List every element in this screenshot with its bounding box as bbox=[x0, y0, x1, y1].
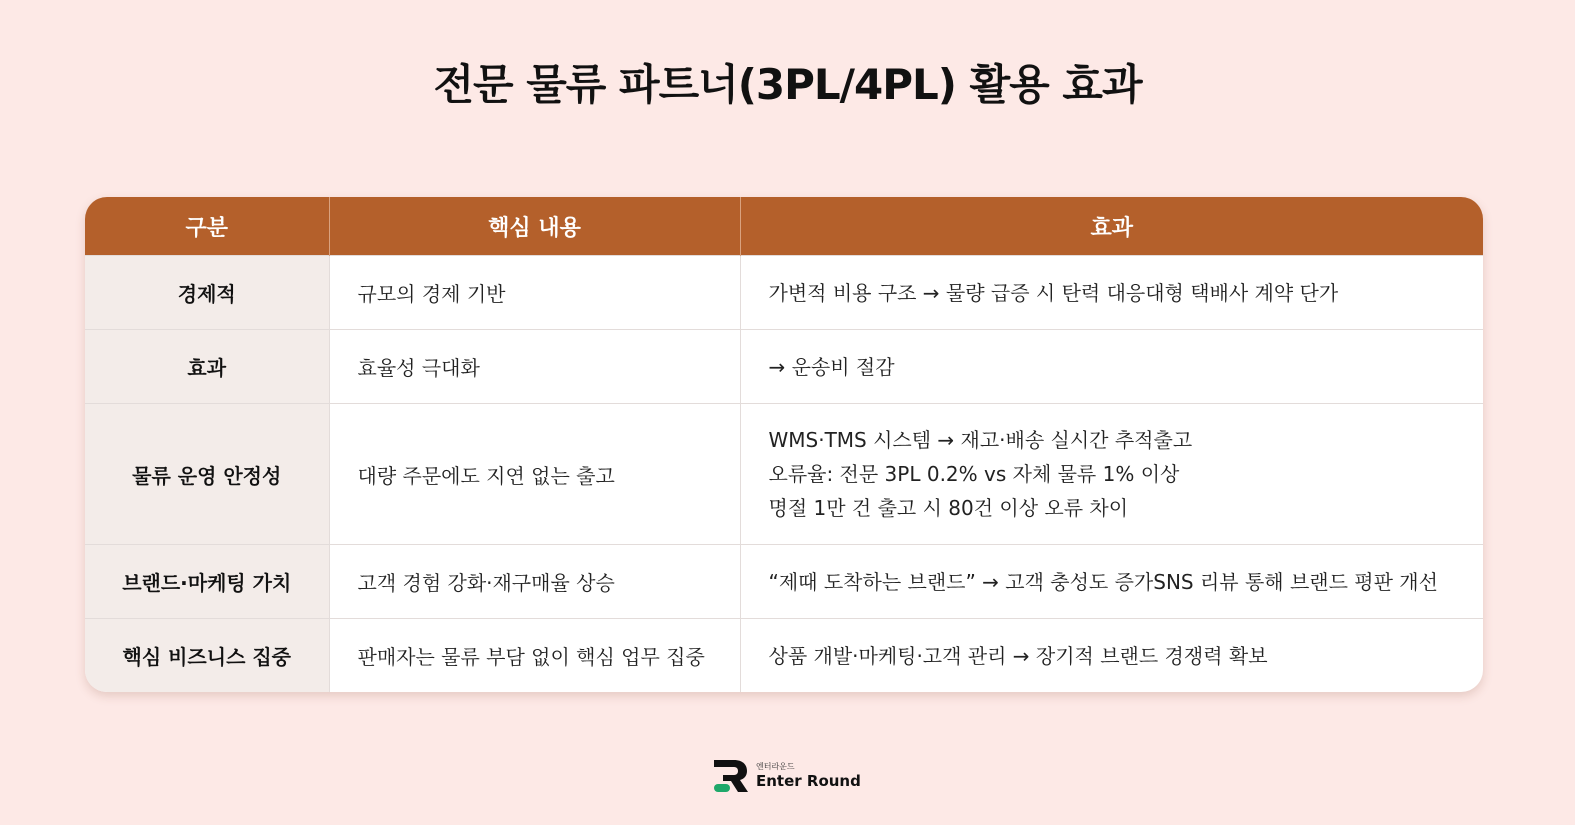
effect-line: 상품 개발·마케팅·고객 관리 → 장기적 브랜드 경쟁력 확보 bbox=[768, 643, 1268, 668]
header-content: 핵심 내용 bbox=[329, 197, 740, 256]
effect-line: → 운송비 절감 bbox=[768, 354, 895, 379]
row-effect bbox=[740, 330, 1483, 404]
row-content: 고객 경험 강화·재구매율 상승 bbox=[329, 545, 740, 619]
row-category: 물류 운영 안정성 bbox=[85, 404, 329, 545]
row-category: 브랜드·마케팅 가치 bbox=[85, 545, 329, 619]
row-category: 경제적 bbox=[85, 256, 329, 330]
effect-line: “제때 도착하는 브랜드” → 고객 충성도 증가SNS 리뷰 통해 브랜드 평판 개선 bbox=[768, 569, 1438, 594]
logo-korean-text: 엔터라운드 bbox=[756, 762, 795, 771]
page-title: 전문 물류 파트너(3PL/4PL) 활용 효과 bbox=[433, 60, 1142, 109]
table-row bbox=[85, 404, 1483, 545]
table-header-row bbox=[85, 197, 1483, 256]
row-category: 효과 bbox=[85, 330, 329, 404]
row-content: 규모의 경제 기반 bbox=[329, 256, 740, 330]
row-effect bbox=[740, 545, 1483, 619]
row-content: 대량 주문에도 지연 없는 출고 bbox=[329, 404, 740, 545]
row-content: 판매자는 물류 부담 없이 핵심 업무 집중 bbox=[329, 619, 740, 693]
effect-line: WMS·TMS 시스템 → 재고·배송 실시간 추적출고 bbox=[768, 428, 1193, 452]
table-row bbox=[85, 545, 1483, 619]
row-effect bbox=[740, 256, 1483, 330]
effect-line: 가변적 비용 구조 → 물량 급증 시 탄력 대응대형 택배사 계약 단가 bbox=[768, 280, 1339, 305]
effect-line: 명절 1만 건 출고 시 80건 이상 오류 차이 bbox=[768, 496, 1129, 520]
table-row bbox=[85, 330, 1483, 404]
row-content: 효율성 극대화 bbox=[329, 330, 740, 404]
row-category: 핵심 비즈니스 집중 bbox=[85, 619, 329, 693]
table-row bbox=[85, 619, 1483, 693]
effects-table bbox=[85, 197, 1483, 692]
effect-line: 오류율: 전문 3PL 0.2% vs 자체 물류 1% 이상 bbox=[768, 462, 1180, 486]
table-row bbox=[85, 256, 1483, 330]
logo-name: Enter Round bbox=[756, 772, 861, 790]
row-effect bbox=[740, 619, 1483, 693]
row-effect bbox=[740, 404, 1483, 545]
enter-round-logo-icon bbox=[712, 758, 750, 794]
header-effect: 효과 bbox=[740, 197, 1483, 256]
brand-logo bbox=[712, 758, 861, 794]
header-category: 구분 bbox=[85, 197, 329, 256]
